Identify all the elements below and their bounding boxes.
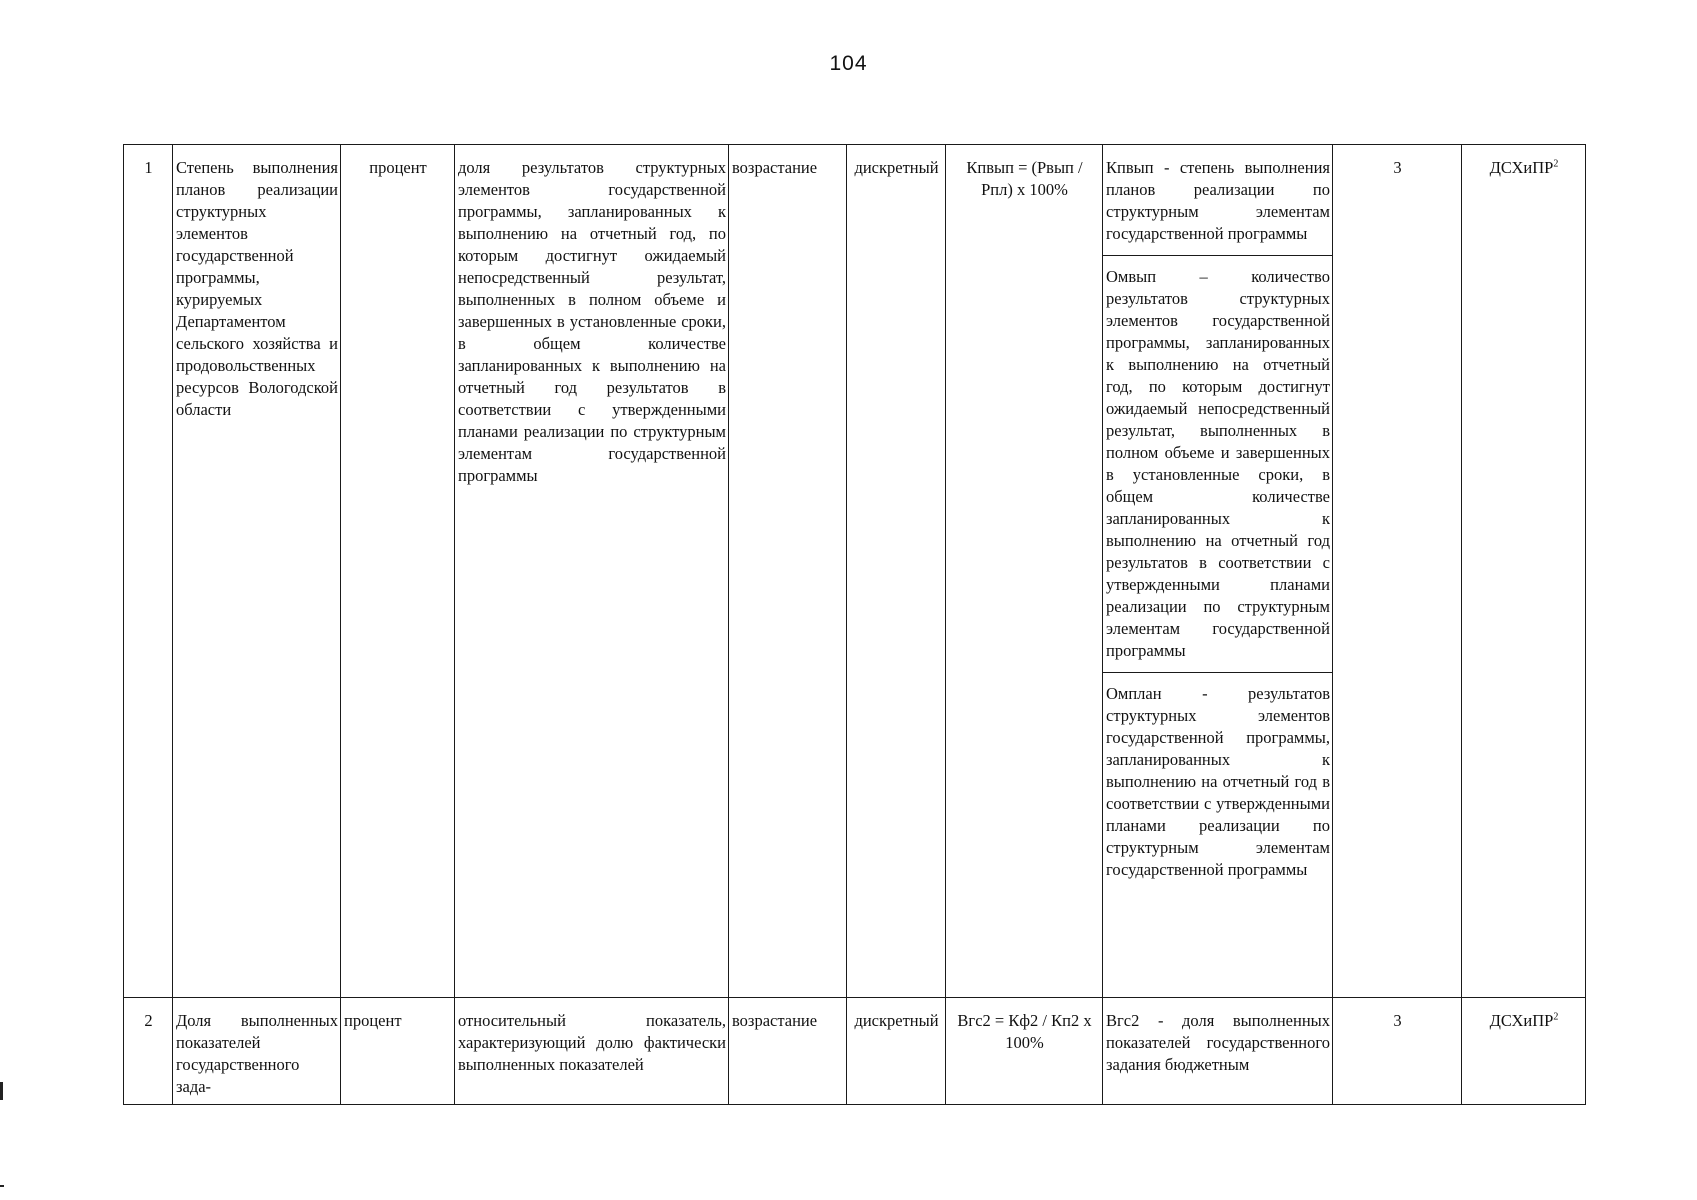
indicator-definition: Вгс2 - доля выполненных показателей государственного задания бюджетным bbox=[1106, 1011, 1330, 1074]
footnote-mark: 2 bbox=[1553, 1011, 1559, 1023]
page-number: 104 bbox=[829, 52, 868, 75]
indicator-definition: Омплан - результатов структурных элементов государственной программы, запланированных к выполнению на отчетный год в соответствии с утвержденными планами реализации по структурным элементам государственной программы bbox=[1103, 672, 1333, 891]
row-number: 2 bbox=[124, 998, 173, 1105]
responsible-text: ДСХиПР bbox=[1489, 1011, 1554, 1030]
type-cell: дискретный bbox=[847, 998, 946, 1105]
indicator-definition: Омвып – количество результатов структурных элементов государственной программы, запланированных к выполнению на отчетный год, по которым достигнут ожидаемый непосредственный результат, выполненных в полном объеме и завершенных в установленные сроки, в общем количестве запланированных к выполнению на отчетный год результатов в соответствии с утвержденными планами реализации по структурным элементам государственной программы bbox=[1103, 255, 1333, 672]
indicator-definition: Кпвып - степень выполнения планов реализации по структурным элементам государственной программы bbox=[1106, 158, 1330, 243]
formula-cell: Кпвып = (Рвып / Рпл) х 100% bbox=[946, 145, 1103, 998]
method-cell: 3 bbox=[1333, 145, 1462, 998]
responsible-cell bbox=[1462, 145, 1586, 998]
table-row bbox=[124, 998, 1586, 1105]
indicator-name: Доля выполненных показателей государственного зада- bbox=[173, 998, 341, 1105]
indicators-cell bbox=[1103, 145, 1333, 998]
trend-cell: возрастание bbox=[729, 998, 847, 1105]
trend-cell: возрастание bbox=[729, 145, 847, 998]
indicators-table bbox=[123, 144, 1586, 1105]
type-cell: дискретный bbox=[847, 145, 946, 998]
unit-cell: процент bbox=[341, 145, 455, 998]
method-cell: 3 bbox=[1333, 998, 1462, 1105]
scan-margin-mark bbox=[0, 1185, 4, 1187]
formula-cell: Вгс2 = Кф2 / Кп2 х 100% bbox=[946, 998, 1103, 1105]
unit-cell: процент bbox=[341, 998, 455, 1105]
indicators-cell bbox=[1103, 998, 1333, 1105]
table-row bbox=[124, 145, 1586, 998]
responsible-text: ДСХиПР bbox=[1489, 158, 1554, 177]
footnote-mark: 2 bbox=[1553, 158, 1559, 170]
definition-cell: относительный показатель, характеризующий долю фактически выполненных показателей bbox=[455, 998, 729, 1105]
row-number: 1 bbox=[124, 145, 173, 998]
responsible-cell bbox=[1462, 998, 1586, 1105]
indicator-name: Степень выполнения планов реализации структурных элементов государственной программы, курируемых Департаментом сельского хозяйства и продовольственных ресурсов Вологодской области bbox=[173, 145, 341, 998]
scan-margin-mark bbox=[0, 1082, 3, 1100]
definition-cell: доля результатов структурных элементов государственной программы, запланированных к выполнению на отчетный год, по которым достигнут ожидаемый непосредственный результат, выполненных в полном объеме и завершенных в установленные сроки, в общем количестве запланированных к выполнению на отчетный год результатов в соответствии с утвержденными планами реализации по структурным элементам государственной программы bbox=[455, 145, 729, 998]
